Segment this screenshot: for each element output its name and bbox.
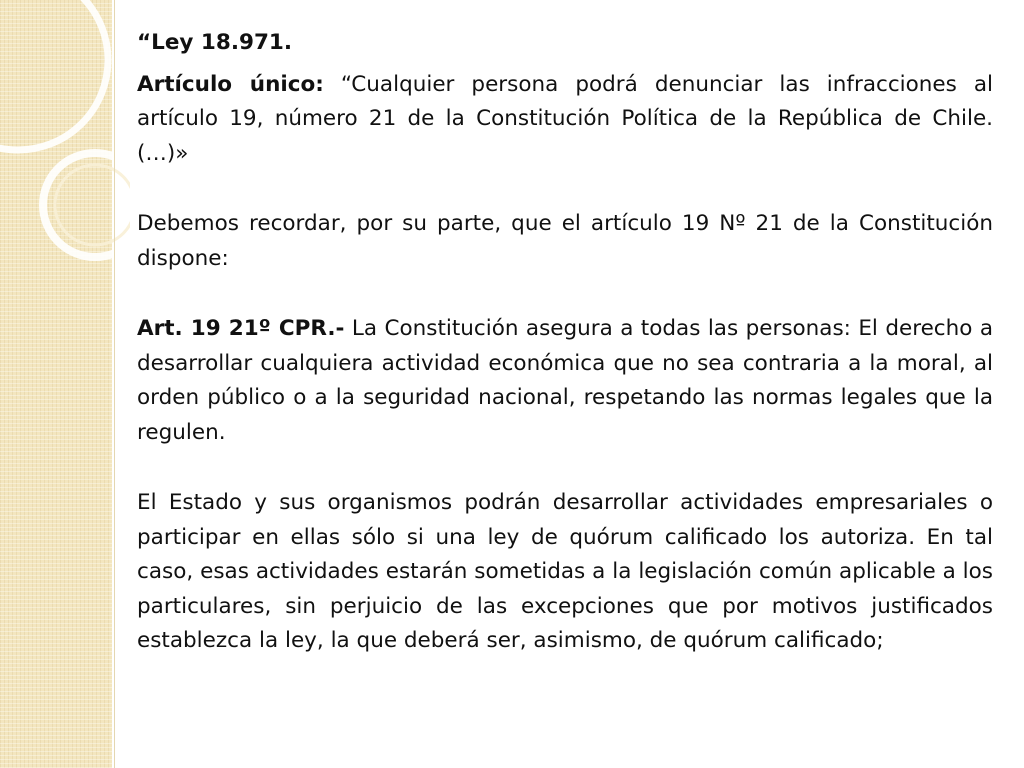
articulo-unico-text: “Cualquier persona podrá denunciar las infracciones al artículo 19, número 21 de la Constitución Política de la República de Chile. (…)» [137, 71, 993, 166]
recordar-paragraph: Debemos recordar, por su parte, que el artículo 19 Nº 21 de la Constitución dispone: [137, 211, 993, 271]
slide-body [137, 26, 993, 659]
art19-paragraph [137, 312, 993, 450]
articulo-unico-paragraph [137, 68, 993, 172]
art19-text: La Constitución asegura a todas las personas: El derecho a desarrollar cualquiera actividad económica que no sea contraria a la moral, al orden público o a la seguridad nacional, respetando las normas legales que la regulen. [137, 316, 993, 445]
panel-divider [114, 0, 115, 768]
decorative-side-panel [0, 0, 112, 768]
art19-label: Art. 19 21º CPR.- [137, 316, 345, 341]
articulo-unico-label: Artículo único: [137, 71, 324, 97]
law-title: “Ley 18.971. [137, 30, 293, 55]
decorative-rings-icon [0, 0, 130, 768]
estado-paragraph: El Estado y sus organismos podrán desarrollar actividades empresariales o participar en ellas sólo si una ley de quórum calificado los autoriza. En tal caso, esas actividades estarán sometidas a la legislación común aplicable a los particulares, sin perjuicio de las excepciones que por motivos justificados establezca la ley, la que deberá ser, asimismo, de quórum calificado; [137, 490, 993, 653]
